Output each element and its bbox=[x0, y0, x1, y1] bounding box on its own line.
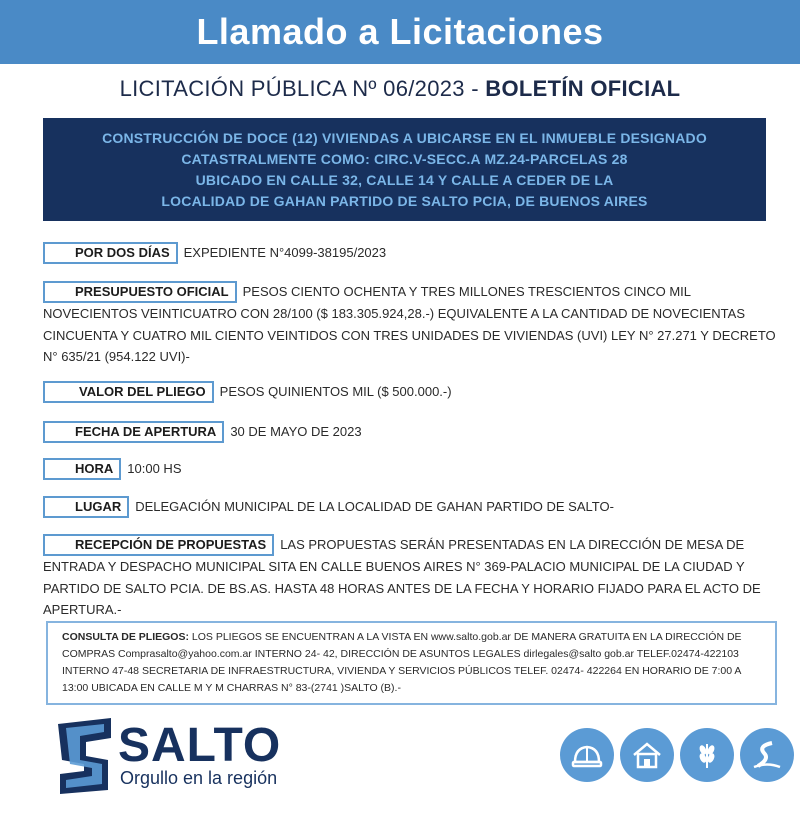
page-title: Llamado a Licitaciones bbox=[196, 11, 604, 52]
consulta-box bbox=[46, 621, 777, 705]
field-value: PESOS CIENTO OCHENTA Y TRES MILLONES TRESCIENTOS CINCO MIL NOVECIENTOS VEINTICUATRO CON 28/100 ($ 183.305.924,28.-) EQUIVALENTE A LA CANTIDAD DE NOVECIENTAS CINCUENTA Y CUATRO MIL CIENTO VEINTIDOS CON TRES UNIDADES DE VIVIENDAS (UVI) LEY N° 27.271 Y DECRETO N° 635/21 (954.122 UVI)- bbox=[43, 284, 776, 364]
object-line: LOCALIDAD DE GAHAN PARTIDO DE SALTO PCIA, DE BUENOS AIRES bbox=[161, 192, 648, 209]
field-value: DELEGACIÓN MUNICIPAL DE LA LOCALIDAD DE GAHAN PARTIDO DE SALTO- bbox=[135, 499, 614, 514]
field-label: HORA bbox=[43, 458, 121, 480]
field-value: PESOS QUINIENTOS MIL ($ 500.000.-) bbox=[219, 384, 452, 399]
field-lugar bbox=[43, 496, 783, 518]
logo-text: SALTO bbox=[118, 719, 282, 772]
field-dias bbox=[43, 242, 783, 264]
consulta-label: CONSULTA DE PLIEGOS: bbox=[62, 631, 189, 643]
logo-tagline: Orgullo en la región bbox=[120, 768, 278, 788]
house-icon bbox=[620, 728, 674, 782]
consulta-text: LOS PLIEGOS SE ENCUENTRAN A LA VISTA EN www.salto.gob.ar DE MANERA GRATUITA EN LA DIRECCIÓN DE COMPRAS Comprasalto@yahoo.com.ar INTERNO 24- 42, DIRECCIÓN DE ASUNTOS LEGALES dirlegales@salto gob.ar TELEF.02474-422103 INTERNO 47-48 SECRETARIA DE INFRAESTRUCTURA, VIVIENDA Y SERVICIOS PÚBLICOS TELEF. 02474- 422264 EN HORARIO DE 7:00 A 13:00 UBICADA EN CALLE M Y M CHARRAS N° 83-(2741 )SALTO (B).- bbox=[62, 631, 742, 694]
object-line: CATASTRALMENTE COMO: CIRC.V-SECC.A MZ.24-PARCELAS 28 bbox=[181, 150, 628, 167]
field-label: RECEPCIÓN DE PROPUESTAS bbox=[43, 534, 274, 556]
field-value: 10:00 HS bbox=[127, 461, 182, 476]
field-value: EXPEDIENTE N°4099-38195/2023 bbox=[183, 245, 387, 260]
field-label: PRESUPUESTO OFICIAL bbox=[43, 281, 237, 303]
field-presupuesto bbox=[43, 281, 783, 368]
object-line: CONSTRUCCIÓN DE DOCE (12) VIVIENDAS A UBICARSE EN EL INMUEBLE DESIGNADO bbox=[102, 129, 707, 146]
field-value: LAS PROPUESTAS SERÁN PRESENTADAS EN LA DIRECCIÓN DE MESA DE ENTRADA Y DESPACHO MUNICIPAL SITA EN CALLE BUENOS AIRES N° 369-PALACIO MUNICIPAL DE LA CIUDAD Y PARTIDO DE SALTO PCIA. DE BS.AS. HASTA 48 HORAS ANTES DE LA FECHA Y HORARIO FIJADO PARA EL ACTO DE APERTURA.- bbox=[43, 537, 761, 617]
river-icon bbox=[740, 728, 794, 782]
field-pliego bbox=[43, 381, 783, 403]
field-label: FECHA DE APERTURA bbox=[43, 421, 224, 443]
field-label: POR DOS DÍAS bbox=[43, 242, 178, 264]
subtitle-bold: BOLETÍN OFICIAL bbox=[485, 76, 681, 101]
subtitle-main: LICITACIÓN PÚBLICA Nº 06/2023 - bbox=[119, 76, 486, 101]
field-value: 30 DE MAYO DE 2023 bbox=[230, 424, 362, 439]
field-label: LUGAR bbox=[43, 496, 129, 518]
subtitle bbox=[0, 76, 800, 102]
hardhat-icon bbox=[560, 728, 614, 782]
field-apertura bbox=[43, 421, 783, 443]
header-banner bbox=[0, 0, 800, 64]
footer-icons bbox=[560, 728, 794, 782]
field-hora bbox=[43, 458, 783, 480]
field-label: VALOR DEL PLIEGO bbox=[43, 381, 214, 403]
object-line: UBICADO EN CALLE 32, CALLE 14 Y CALLE A CEDER DE LA bbox=[195, 171, 614, 188]
object-box bbox=[43, 118, 766, 221]
wheat-icon bbox=[680, 728, 734, 782]
field-recepcion bbox=[43, 534, 783, 621]
